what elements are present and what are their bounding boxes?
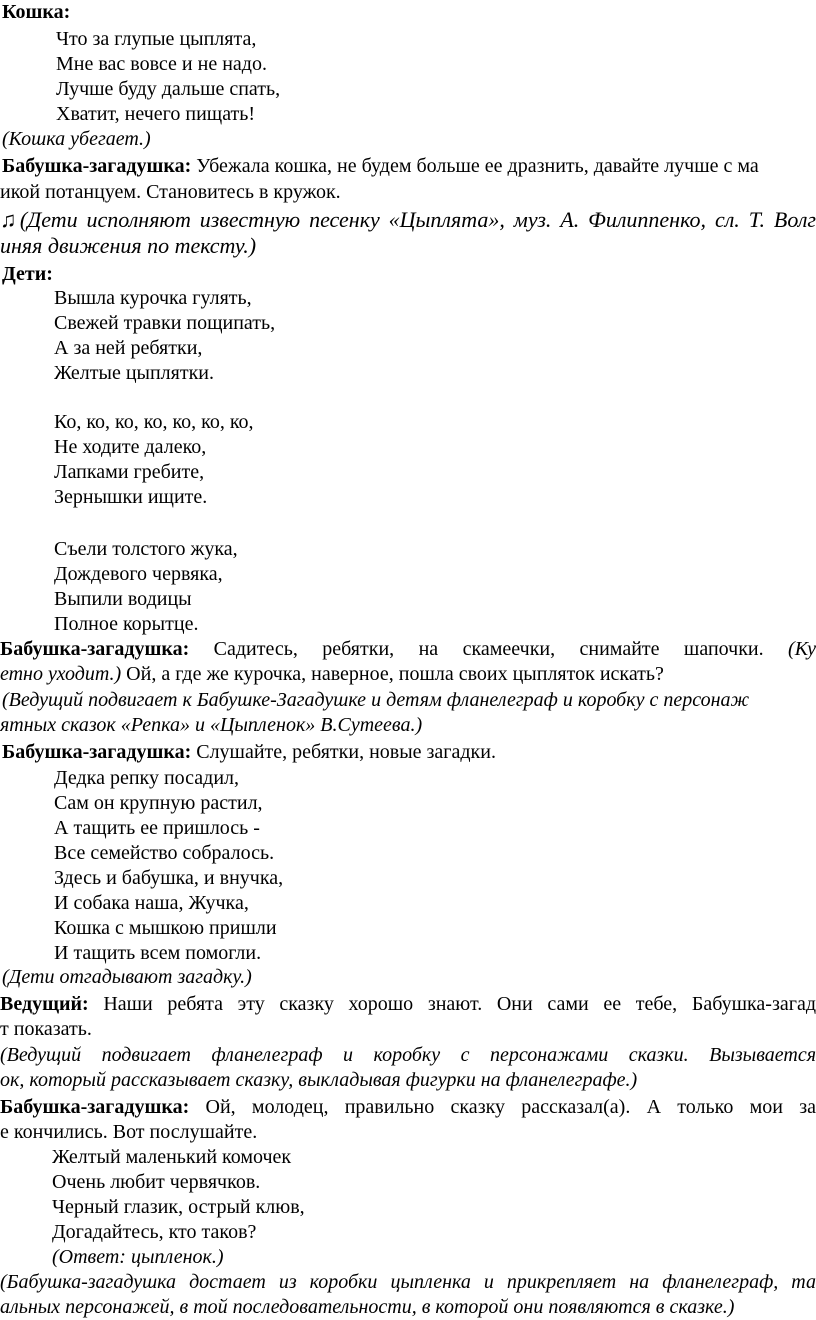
verse-line: Полное корытце.	[54, 613, 199, 635]
stage-direction: (Дети отгадывают загадку.)	[2, 966, 252, 988]
dialogue-line: е кончились. Вот послушайте.	[0, 1121, 258, 1143]
verse-line: Выпили водицы	[54, 588, 192, 610]
verse-line: Съели толстого жука,	[54, 538, 238, 560]
stage-direction: (Ведущий подвигает к Бабушке-Загадушке и детям фланелеграф и коробку с персонаж	[2, 689, 750, 711]
verse-line: Хватит, нечего пищать!	[56, 103, 256, 125]
verse-line: Мне вас вовсе и не надо.	[56, 53, 267, 75]
stage-direction: (Ведущий подвигает фланелеграф и коробку с персонажами сказки. Вызывается	[0, 1044, 816, 1066]
verse-line: Зернышки ищите.	[54, 486, 208, 508]
verse-line: Черный глазик, острый клюв,	[52, 1196, 305, 1218]
verse-line: Кошка с мышкою пришли	[54, 917, 277, 939]
verse-line: Дедка репку посадил,	[54, 767, 240, 789]
stage-direction: ♫(Дети исполняют известную песенку «Цыплята», муз. А. Филиппенко, сл. Т. Волг	[0, 208, 816, 232]
verse-line: Здесь и бабушка, и внучка,	[54, 867, 284, 889]
dialogue-line: икой потанцуем. Становитесь в кружок.	[0, 181, 341, 203]
dialogue-line: Бабушка-загадушка: Садитесь, ребятки, на скамеечки, снимайте шапочки. (Ку	[0, 638, 816, 660]
verse-line: Лучше буду дальше спать,	[56, 78, 281, 100]
verse-line: И собака наша, Жучка,	[54, 892, 249, 914]
dialogue-line: Ведущий: Наши ребята эту сказку хорошо знают. Они сами ее тебе, Бабушка-загад	[0, 993, 816, 1015]
verse-line: Вышла курочка гулять,	[54, 287, 252, 309]
stage-direction: ок, который рассказывает сказку, выкладывая фигурки на фланелеграфе.)	[0, 1069, 638, 1091]
verse-line: Не ходите далеко,	[54, 436, 207, 458]
verse-line: И тащить всем помогли.	[54, 942, 262, 964]
verse-line: Очень любит червячков.	[52, 1171, 261, 1193]
verse-line: А за ней ребятки,	[54, 337, 203, 359]
dialogue-line: Бабушка-загадушка: Слушайте, ребятки, новые загадки.	[2, 741, 496, 763]
verse-line: Что за глупые цыплята,	[56, 28, 257, 50]
speaker-label: Дети:	[2, 263, 53, 285]
stage-direction: (Кошка убегает.)	[2, 128, 151, 150]
dialogue-line: етно уходит.) Ой, а где же курочка, наверное, пошла своих цыпляток искать?	[0, 663, 664, 685]
stage-direction: иняя движения по тексту.)	[0, 233, 257, 258]
verse-line: Лапками гребите,	[54, 461, 205, 483]
speaker-label: Кошка:	[2, 1, 71, 23]
dialogue-line: т показать.	[0, 1018, 92, 1040]
verse-line: Ко, ко, ко, ко, ко, ко, ко,	[54, 411, 254, 433]
verse-line: Свежей травки пощипать,	[54, 312, 276, 334]
verse-line: Сам он крупную растил,	[54, 792, 263, 814]
music-note-icon: ♫	[0, 208, 20, 232]
verse-line: А тащить ее пришлось -	[54, 817, 260, 839]
verse-line: Догадайтесь, кто таков?	[52, 1221, 257, 1243]
stage-direction: (Ответ: цыпленок.)	[52, 1246, 224, 1268]
stage-direction: ятных сказок «Репка» и «Цыпленок» В.Сутеева.)	[0, 714, 423, 736]
verse-line: Дождевого червяка,	[54, 563, 223, 585]
stage-direction: (Бабушка-загадушка достает из коробки цыпленка и прикрепляет на фланелеграф, та	[0, 1271, 816, 1293]
stage-direction: альных персонажей, в той последовательности, в которой они появляются в сказке.)	[0, 1296, 735, 1318]
verse-line: Все семейство собралось.	[54, 842, 275, 864]
verse-line: Желтый маленький комочек	[52, 1146, 292, 1168]
verse-line: Желтые цыплятки.	[54, 362, 214, 384]
dialogue-line: Бабушка-загадушка: Убежала кошка, не будем больше ее дразнить, давайте лучше с ма	[2, 155, 759, 177]
dialogue-line: Бабушка-загадушка: Ой, молодец, правильно сказку рассказал(а). А только мои за	[0, 1096, 816, 1118]
